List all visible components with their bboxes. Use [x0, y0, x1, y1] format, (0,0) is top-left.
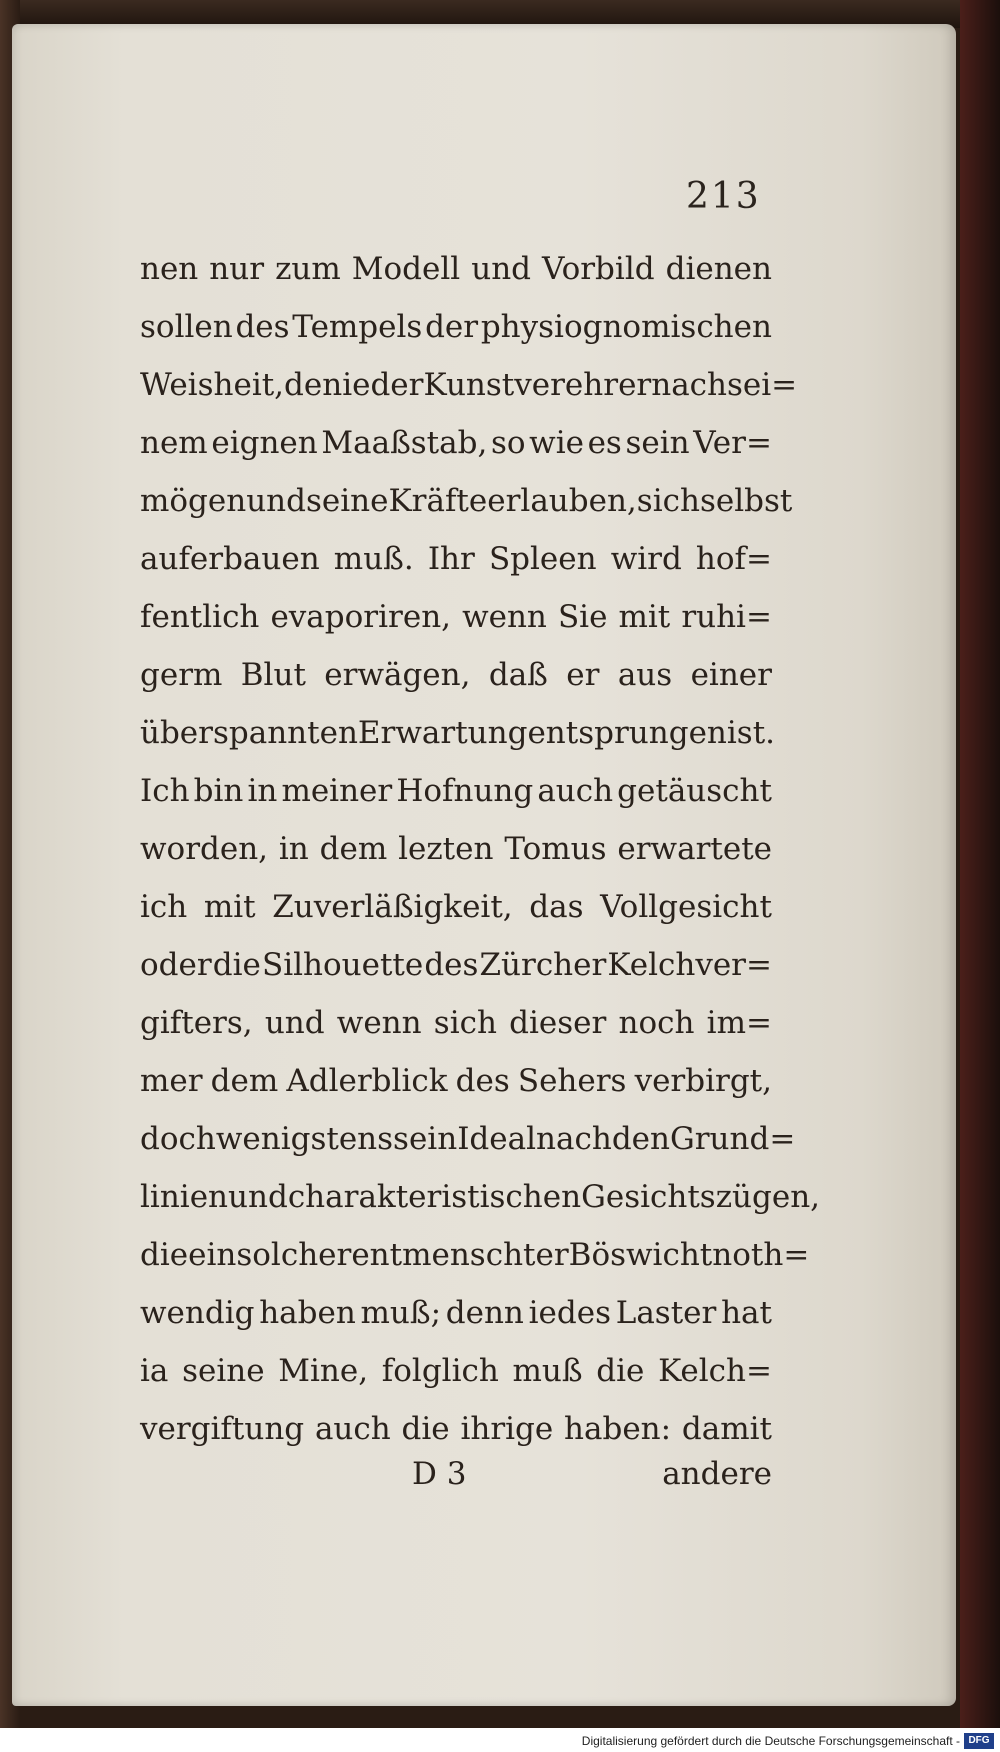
word: sollen: [140, 309, 233, 345]
word: sein: [625, 425, 690, 461]
word: auch: [537, 773, 614, 809]
book-edge-right: [960, 0, 1000, 1752]
word: wird: [610, 541, 682, 577]
word: die: [212, 947, 261, 983]
word: es: [587, 425, 622, 461]
word: die: [140, 1237, 189, 1273]
word: auferbauen: [140, 541, 320, 577]
word: und: [471, 251, 532, 287]
word: Ihr: [427, 541, 475, 577]
word: Modell: [351, 251, 461, 287]
word: hof=: [695, 541, 772, 577]
word: Ideal: [457, 1121, 537, 1157]
text-line: [140, 1226, 810, 1284]
word: des: [455, 1063, 510, 1099]
word: Kelchver=: [607, 947, 772, 983]
word: wendig: [140, 1295, 255, 1331]
word: Mine,: [278, 1353, 369, 1389]
word: daß: [488, 657, 548, 693]
word: oder: [140, 947, 212, 983]
word: ruhi=: [681, 599, 772, 635]
word: der: [425, 309, 479, 345]
text-line: [140, 762, 772, 820]
word: Spleen: [488, 541, 597, 577]
word: ein: [188, 1237, 237, 1273]
word: Laster: [615, 1295, 717, 1331]
word: charakteristischen: [287, 1179, 582, 1215]
word: sei=: [727, 367, 798, 403]
word: ia: [140, 1353, 169, 1389]
word: des: [424, 947, 479, 983]
text-line: [140, 530, 772, 588]
word: selbst: [699, 483, 793, 519]
word: folglich: [381, 1353, 499, 1389]
text-line: [140, 356, 798, 414]
word: haben:: [564, 1411, 672, 1447]
text-line: [140, 298, 772, 356]
word: wenigstens: [215, 1121, 394, 1157]
text-line: [140, 878, 772, 936]
word: iedes: [528, 1295, 611, 1331]
word: Tomus: [504, 831, 607, 867]
text-line: [140, 472, 793, 530]
word: hat: [721, 1295, 772, 1331]
word: das: [529, 889, 584, 925]
text-line: [140, 646, 772, 704]
word: Böswicht: [568, 1237, 713, 1273]
word: dieser: [509, 1005, 607, 1041]
word: Weisheit,: [140, 367, 285, 403]
word: vergiftung: [140, 1411, 305, 1447]
word: nur: [209, 251, 265, 287]
word: erwartete: [617, 831, 772, 867]
word: wenn: [462, 599, 547, 635]
word: doch: [140, 1121, 216, 1157]
word: solcher: [236, 1237, 352, 1273]
word: eignen: [211, 425, 318, 461]
word: Zuverläßigkeit,: [272, 889, 513, 925]
word: Kräfte: [388, 483, 488, 519]
word: und: [246, 483, 306, 519]
word: muß;: [360, 1295, 442, 1331]
catch-row: [140, 1456, 772, 1512]
text-line: [140, 240, 772, 298]
word: damit: [681, 1411, 772, 1447]
text-line: [140, 1284, 772, 1342]
text-line: [140, 1052, 772, 1110]
word: seine: [182, 1353, 265, 1389]
text-line: [140, 704, 776, 762]
catchword: andere: [662, 1456, 772, 1492]
word: so: [490, 425, 526, 461]
word: germ: [140, 657, 223, 693]
word: in: [247, 773, 278, 809]
word: verbirgt,: [634, 1063, 772, 1099]
word: Sie: [557, 599, 608, 635]
word: auch: [314, 1411, 391, 1447]
word: sich: [636, 483, 700, 519]
word: mögen: [140, 483, 247, 519]
word: Maaßstab,: [321, 425, 488, 461]
word: den: [611, 1121, 670, 1157]
word: nach: [536, 1121, 612, 1157]
word: entsprungen: [527, 715, 727, 751]
word: nen: [140, 251, 199, 287]
word: im=: [706, 1005, 772, 1041]
word: mit: [203, 889, 256, 925]
footer-bar: [0, 1728, 1000, 1752]
word: in: [278, 831, 309, 867]
word: Vollgesicht: [600, 889, 772, 925]
word: Zürcher: [479, 947, 607, 983]
word: muß.: [333, 541, 414, 577]
word: Sehers: [517, 1063, 627, 1099]
word: Vorbild: [542, 251, 655, 287]
word: noch: [618, 1005, 695, 1041]
word: gifters,: [140, 1005, 253, 1041]
word: einer: [690, 657, 772, 693]
word: Silhouette: [261, 947, 424, 983]
word: Grund=: [669, 1121, 796, 1157]
word: linien: [140, 1179, 229, 1215]
word: überspannten: [140, 715, 358, 751]
word: Erwartung: [357, 715, 528, 751]
word: dienen: [665, 251, 772, 287]
word: bin: [193, 773, 244, 809]
word: ihrige: [460, 1411, 554, 1447]
word: physiognomischen: [480, 309, 772, 345]
footer-credit: Digitalisierung gefördert durch die Deutsche Forschungsgemeinschaft -: [581, 1734, 960, 1748]
word: Gesichtszügen,: [581, 1179, 821, 1215]
word: Hofnung: [396, 773, 534, 809]
page-number: 213: [686, 176, 761, 217]
word: des: [235, 309, 290, 345]
word: Kelch=: [658, 1353, 772, 1389]
text-line: [140, 936, 772, 994]
word: meiner: [281, 773, 393, 809]
text-line: [140, 414, 772, 472]
word: sein: [393, 1121, 458, 1157]
signature-mark: D 3: [412, 1456, 467, 1492]
word: aus: [617, 657, 673, 693]
text-line: [140, 1110, 796, 1168]
word: zum: [275, 251, 341, 287]
word: und: [228, 1179, 288, 1215]
word: evaporiren,: [270, 599, 452, 635]
word: worden,: [140, 831, 269, 867]
word: erwägen,: [324, 657, 471, 693]
word: ist.: [726, 715, 776, 751]
word: wie: [529, 425, 584, 461]
word: ich: [140, 889, 188, 925]
word: entmenschter: [351, 1237, 569, 1273]
word: getäuscht: [617, 773, 772, 809]
text-line: [140, 1342, 772, 1400]
word: lezten: [398, 831, 494, 867]
word: nach: [651, 367, 728, 403]
word: dem: [210, 1063, 279, 1099]
word: haben: [259, 1295, 356, 1331]
text-line: [140, 1168, 821, 1226]
word: dem: [319, 831, 388, 867]
word: sich: [433, 1005, 497, 1041]
word: denn: [445, 1295, 524, 1331]
word: Tempels: [292, 309, 423, 345]
text-line: [140, 1400, 772, 1458]
word: fentlich: [140, 599, 260, 635]
word: den: [284, 367, 343, 403]
word: seine: [306, 483, 389, 519]
word: muß: [512, 1353, 583, 1389]
text-line: [140, 820, 772, 878]
word: Adlerblick: [286, 1063, 448, 1099]
word: und: [264, 1005, 325, 1041]
word: die: [401, 1411, 450, 1447]
word: er: [566, 657, 600, 693]
word: noth=: [712, 1237, 810, 1273]
word: nem: [140, 425, 208, 461]
word: Ich: [140, 773, 190, 809]
word: erlauben,: [487, 483, 637, 519]
word: die: [596, 1353, 645, 1389]
dfg-logo-icon: DFG: [964, 1733, 994, 1749]
word: mer: [140, 1063, 203, 1099]
word: Kunstverehrer: [423, 367, 652, 403]
word: ieder: [342, 367, 424, 403]
body-text: [140, 240, 821, 1458]
text-line: [140, 588, 772, 646]
word: Blut: [240, 657, 306, 693]
word: mit: [618, 599, 671, 635]
word: wenn: [336, 1005, 422, 1041]
text-line: [140, 994, 772, 1052]
word: Ver=: [693, 425, 772, 461]
